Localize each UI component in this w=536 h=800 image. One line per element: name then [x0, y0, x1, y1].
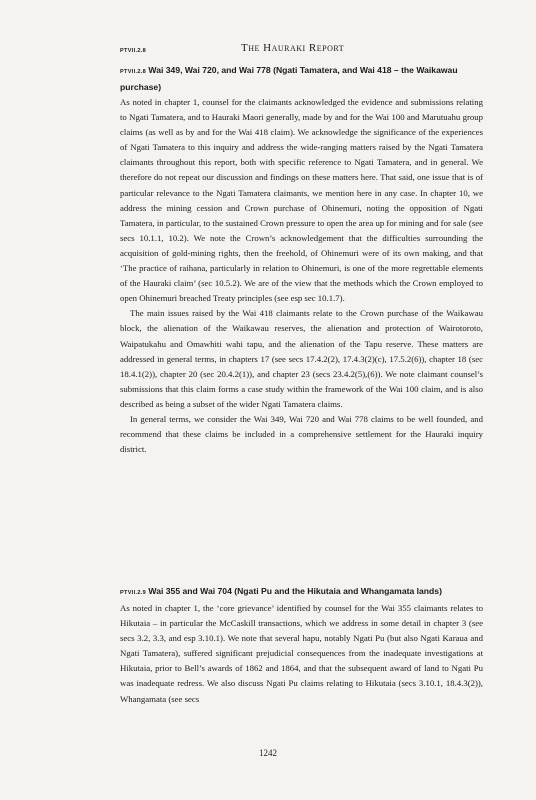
section-title: Wai 349, Wai 720, and Wai 778 (Ngati Tamatera, and Wai 418 – the Waikawau purchase) [120, 65, 458, 92]
body-paragraph: In general terms, we consider the Wai 349, Wai 720 and Wai 778 claims to be well founded, and recommend that these claims be included in a comprehensive settlement for the Hauraki inquiry district. [120, 413, 483, 455]
section-heading [120, 63, 480, 95]
section-body [120, 601, 483, 707]
section-ref: PTVII.2.9 [120, 590, 147, 596]
body-paragraph: As noted in chapter 1, the ‘core grievance’ identified by counsel for the Wai 355 claimants relates to Hikutaia – in particular the McCaskill transactions, which we address in some detail in chapter 3 (see secs 3.2, 3.3, and esp 3.10.1). We note that several hapu, notably Ngati Pu (but also Ngati Karaua and Ngati Tamatera), suffered significant prejudicial consequences from the inadequate investigations at Hikutaia, prior to Bell’s awards of 1862 and 1864, and that the subsequent award of land to Ngati Pu was inadequate redress. We also discuss Ngati Pu claims relating to Hikutaia (secs 3.10.1, 18.4.3(2)), Whangamata (see secs [120, 603, 483, 704]
running-header-title: The Hauraki Report [241, 42, 345, 54]
section-title: Wai 355 and Wai 704 (Ngati Pu and the Hikutaia and Whangamata lands) [148, 586, 442, 596]
page-number: 1242 [259, 748, 277, 758]
body-paragraph: As noted in chapter 1, counsel for the claimants acknowledged the evidence and submissions relating to Ngati Tamatera, and to Hauraki Maori generally, made by and for the Wai 100 and Marutuahu group claims (as well as by and for the Wai 418 claim). We acknowledge the significance of the experiences of Ngati Tamatera to this inquiry and address the wide-ranging matters raised by the Ngati Tamatera claimants throughout this report, both with specific reference to Ngati Tamatera, and in general. We therefore do not repeat our discussion and findings on these matters here. That said, one issue that is of particular relevance to the Ngati Tamatera claimants, we mention here in any case. In chapter 10, we address the mining cession and Crown purchase of Ohinemuri, noting the opposition of Ngati Tamatera, in particular, to the sustained Crown pressure to open the area up for mining and for sale (see secs 10.1.1, 10.2). We note the Crown’s acknowledgement that the difficulties surrounding the acquisition of gold-mining rights, then the freehold, of Ohinemuri were of its own making, and that ‘The practice of raihana, particularly in relation to Ohinemuri, is one of the more regrettable elements of the Hauraki claim’ (sec 10.5.2). We are of the view that the methods which the Crown employed to open Ohinemuri breached Treaty principles (see esp sec 10.1.7). [120, 97, 483, 304]
section-heading [120, 584, 480, 601]
running-header-ref: PTVII.2.8 [120, 48, 147, 54]
body-paragraph: The main issues raised by the Wai 418 claimants relate to the Crown purchase of the Waikawau block, the alienation of the Waikawau reserves, the alienation and protection of Wairotoroto, Waipatukahu and Omawhiti wahi tapu, and the alienation of the Tapu reserve. These matters are addressed in general terms, in chapters 17 (see secs 17.4.2(2), 17.4.3(2)(c), 17.5.2(6)), chapter 18 (sec 18.4.1(2)), chapter 20 (sec 20.4.2(1)), and chapter 23 (secs 23.4.2(5),(6)). We note claimant counsel’s submissions that this claim forms a case study within the framework of the Wai 100 claim, and is also described as being a subset of the wider Ngati Tamatera claims. [120, 308, 483, 409]
section-body [120, 95, 483, 457]
section-ref: PTVII.2.8 [120, 69, 147, 75]
